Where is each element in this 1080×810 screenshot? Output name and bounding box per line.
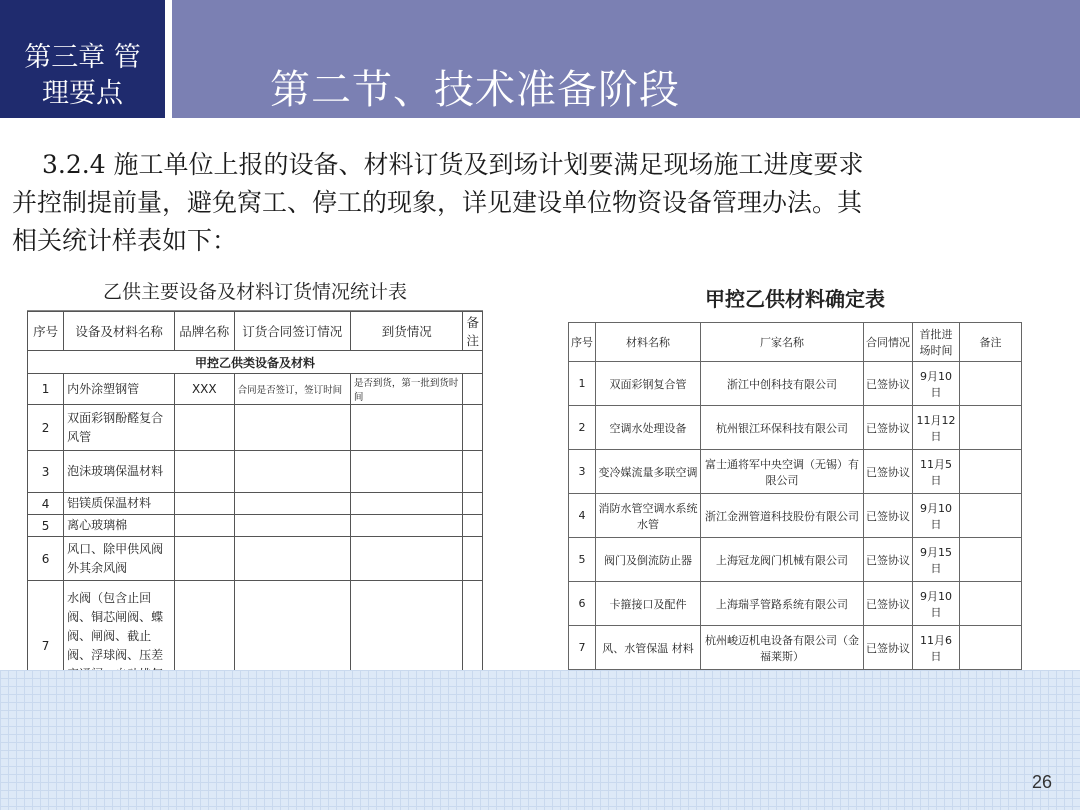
right-table-title: 甲控乙供材料确定表 [705, 287, 885, 311]
row-note [960, 582, 1022, 626]
right-header-cell: 序号 [569, 323, 596, 362]
row-name: 变冷媒流量多联空调 [596, 450, 701, 494]
row-name: 内外涂塑钢管 [64, 374, 175, 405]
row-arrival [350, 515, 463, 537]
row-arrival [350, 451, 463, 493]
row-name: 双面彩钢复合管 [596, 362, 701, 406]
left-header-cell: 设备及材料名称 [64, 312, 175, 351]
left-section-label: 甲控乙供类设备及材料 [28, 351, 483, 374]
row-brand [175, 451, 235, 493]
table-row [569, 450, 1022, 494]
row-name: 风、水管保温 材料 [596, 626, 701, 670]
left-table-title: 乙供主要设备及材料订货情况统计表 [27, 270, 483, 311]
row-note [960, 406, 1022, 450]
table-row [569, 538, 1022, 582]
row-note [960, 538, 1022, 582]
row-no: 7 [569, 626, 596, 670]
table-row [28, 451, 483, 493]
left-table-header-row [28, 312, 483, 351]
slide-title: 第二节、技术准备阶段 [270, 67, 680, 113]
row-name: 卡箍接口及配件 [596, 582, 701, 626]
row-contract: 已签协议 [864, 582, 913, 626]
row-note [463, 537, 483, 581]
page-number: 26 [1031, 772, 1052, 792]
table-row [28, 537, 483, 581]
left-header-cell: 品牌名称 [175, 312, 235, 351]
left-header-cell: 订货合同签订情况 [234, 312, 350, 351]
row-maker: 杭州峻迈机电设备有限公司（金福莱斯） [701, 626, 864, 670]
body-paragraph [12, 146, 1074, 260]
chapter-label-line2: 理要点 [42, 78, 123, 109]
row-brand: XXX [175, 374, 235, 405]
chapter-label-line1: 第三章 管 [24, 42, 141, 73]
right-table-header-row [569, 323, 1022, 362]
row-maker: 上海瑞孚管路系统有限公司 [701, 582, 864, 626]
row-name: 双面彩钢酚醛复合风管 [64, 405, 175, 451]
row-time: 9月15日 [913, 538, 960, 582]
table-row [28, 374, 483, 405]
chapter-label [0, 0, 165, 118]
left-table [27, 311, 483, 711]
row-contract [234, 405, 350, 451]
right-table-image [568, 272, 1022, 670]
row-no: 2 [569, 406, 596, 450]
row-note [463, 515, 483, 537]
row-contract [234, 515, 350, 537]
row-maker: 富士通将军中央空调（无锡）有限公司 [701, 450, 864, 494]
row-no: 3 [569, 450, 596, 494]
row-maker: 浙江金洲管道科技股份有限公司 [701, 494, 864, 538]
row-note [960, 450, 1022, 494]
row-contract: 已签协议 [864, 362, 913, 406]
row-contract: 已签协议 [864, 406, 913, 450]
right-header-cell: 厂家名称 [701, 323, 864, 362]
left-table-image [27, 270, 483, 670]
row-contract: 已签协议 [864, 538, 913, 582]
body-line-3: 相关统计样表如下： [12, 226, 238, 255]
right-header-cell: 首批进场时间 [913, 323, 960, 362]
row-no: 4 [28, 493, 64, 515]
row-no: 5 [569, 538, 596, 582]
row-contract: 已签协议 [864, 626, 913, 670]
footer-band [0, 670, 1080, 810]
row-contract: 已签协议 [864, 494, 913, 538]
row-no: 5 [28, 515, 64, 537]
table-row [28, 515, 483, 537]
table-row [569, 626, 1022, 670]
row-arrival: 是否到货，第一批到货时间 [350, 374, 463, 405]
row-name: 铝镁质保温材料 [64, 493, 175, 515]
row-no: 1 [28, 374, 64, 405]
row-name: 阀门及倒流防止器 [596, 538, 701, 582]
row-contract [234, 493, 350, 515]
table-row [569, 362, 1022, 406]
row-note [960, 494, 1022, 538]
row-contract [234, 451, 350, 493]
row-no: 6 [569, 582, 596, 626]
row-no: 6 [28, 537, 64, 581]
row-brand [175, 537, 235, 581]
row-brand [175, 515, 235, 537]
row-name: 风口、除甲供风阀外其余风阀 [64, 537, 175, 581]
row-time: 11月12日 [913, 406, 960, 450]
table-row [28, 493, 483, 515]
left-header-cell: 到货情况 [350, 312, 463, 351]
table-row [569, 494, 1022, 538]
row-brand [175, 493, 235, 515]
row-no: 4 [569, 494, 596, 538]
row-no: 2 [28, 405, 64, 451]
row-time: 9月10日 [913, 494, 960, 538]
row-name: 离心玻璃棉 [64, 515, 175, 537]
row-contract [234, 537, 350, 581]
title-bar [172, 0, 1080, 118]
right-header-cell: 合同情况 [864, 323, 913, 362]
row-name: 水阀（包含止回阀、铜芯闸阀、蝶阀、闸阀、截止阀、浮球阀、压差 [64, 581, 175, 711]
row-note [463, 374, 483, 405]
row-note [960, 626, 1022, 670]
body-line-1: 3.2.4 施工单位上报的设备、材料订货及到场计划要满足现场施工进度要求 [42, 150, 864, 179]
row-arrival [350, 493, 463, 515]
row-no: 1 [569, 362, 596, 406]
row-maker: 浙江中创科技有限公司 [701, 362, 864, 406]
row-time: 11月6日 [913, 626, 960, 670]
row-note [463, 493, 483, 515]
table-row [28, 405, 483, 451]
row-brand [175, 405, 235, 451]
row-maker: 杭州银江环保科技有限公司 [701, 406, 864, 450]
row-name: 消防水管空调水系统水管 [596, 494, 701, 538]
row-time: 9月10日 [913, 362, 960, 406]
row-note [463, 405, 483, 451]
row-contract: 已签协议 [864, 450, 913, 494]
row-time: 11月5日 [913, 450, 960, 494]
table-row [569, 582, 1022, 626]
row-note [463, 451, 483, 493]
left-header-cell: 备注 [463, 312, 483, 351]
right-table [568, 322, 1022, 670]
body-line-2: 并控制提前量，避免窝工、停工的现象，详见建设单位物资设备管理办法。其 [12, 188, 863, 217]
row-name: 空调水处理设备 [596, 406, 701, 450]
table-row [569, 406, 1022, 450]
row-note [960, 362, 1022, 406]
row-no: 3 [28, 451, 64, 493]
row-arrival [350, 405, 463, 451]
left-table-section-row [28, 351, 483, 374]
row-no: 7 [28, 581, 64, 711]
left-header-cell: 序号 [28, 312, 64, 351]
right-header-cell: 材料名称 [596, 323, 701, 362]
right-header-cell: 备注 [960, 323, 1022, 362]
row-name: 泡沫玻璃保温材料 [64, 451, 175, 493]
row-time: 9月10日 [913, 582, 960, 626]
row-arrival [350, 537, 463, 581]
row-maker: 上海冠龙阀门机械有限公司 [701, 538, 864, 582]
row-contract: 合同是否签订，签订时间 [234, 374, 350, 405]
